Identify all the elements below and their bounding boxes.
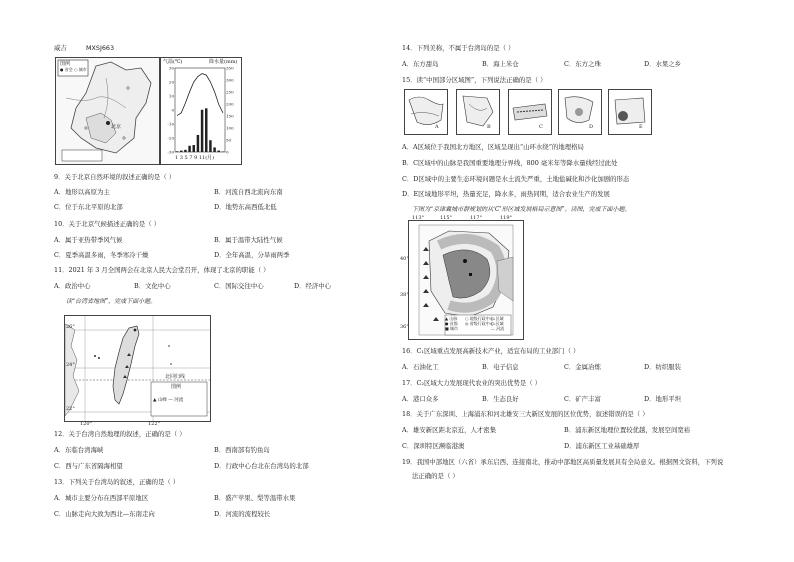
q18-b[interactable]: B．浦东新区地理位置较优越，发展空间宽裕: [564, 426, 691, 434]
region-label-a: A: [435, 124, 439, 130]
q13: 13．下列关于台湾岛的叙述，正确的是（ ）: [54, 478, 180, 486]
q11-d[interactable]: D．经济中心: [294, 282, 332, 290]
jjj-lon-113: 113°: [412, 215, 425, 221]
jjj-lat-38: 38°: [400, 292, 409, 298]
region-map-d: [558, 89, 602, 135]
q9-d[interactable]: D．地势东高西低北低: [214, 203, 277, 211]
jjj-legend-8: — 河流: [491, 326, 505, 331]
q15-d[interactable]: D．E区域地形平坦，热量充足，降水多，雨热同期，适合农业生产的发展: [402, 190, 610, 198]
q12: 12．关于台湾自然地理的叙述，正确的是（ ）: [54, 430, 186, 438]
jjj-legend-7: C₂区域: [491, 321, 504, 326]
precip-bar: [188, 146, 191, 152]
taiwan-map: [64, 315, 211, 422]
jjj-legend-1: ▲ 山脉: [445, 316, 458, 321]
q15-b[interactable]: B．C区域中的山脉是我国重要地理分界线，800 毫米年等降水量线经过此处: [402, 159, 618, 167]
temp-tick: 0: [171, 107, 174, 113]
temp-tick: -30: [167, 149, 174, 155]
q16-b[interactable]: B．电子信息: [482, 363, 519, 371]
precip-bar: [205, 108, 208, 152]
taiwan-lat-24: 24°: [66, 362, 75, 368]
read-jjj: 下图为“京津冀城市群规划的从‘C’形区域发展格局示意图”。读图，完成下面小题。: [412, 206, 631, 213]
q10-d[interactable]: D．全年高温，分旱雨两季: [214, 251, 290, 259]
prec-tick: 350: [226, 65, 234, 71]
precip-bar: [193, 145, 196, 152]
prec-axis-title: 降水量(mm): [209, 59, 238, 65]
temp-tick: -20: [167, 135, 174, 141]
q17-b[interactable]: B．生态良好: [482, 395, 519, 403]
taiwan-lat-26: 26°: [66, 324, 75, 330]
jjj-lat-36: 36°: [400, 324, 409, 330]
precip-bar: [201, 110, 204, 152]
temperature-line: [177, 74, 223, 116]
q12-a[interactable]: A．东临台湾海峡: [54, 446, 104, 454]
q18-d[interactable]: D．浦东新区工业基础雄厚: [564, 442, 640, 450]
q9-b[interactable]: B．河流自西北流向东南: [214, 188, 283, 196]
q18: 18．关于广东深圳、上海浦东和河北雄安三大新区发展的区位优势，叙述错误的是（ ）: [402, 410, 649, 418]
beijing-legend-items: ● 省会 ○ 城市: [60, 67, 87, 72]
q19-line2: 法正确的是（ ）: [412, 472, 459, 480]
q13-b[interactable]: B．盛产苹果、梨等温带水果: [214, 494, 296, 502]
q17: 17．C₂区域大力发展现代农业的突出优势是（ ）: [402, 379, 542, 387]
region-map-c: [508, 89, 552, 135]
prec-tick: 100: [226, 125, 234, 131]
header-code: MXSJ663: [86, 44, 115, 52]
region-label-d: D: [589, 124, 594, 130]
q17-a[interactable]: A．港口众多: [402, 395, 439, 403]
q14-c[interactable]: C．东方之珠: [564, 60, 601, 68]
temp-tick: -10: [167, 121, 174, 127]
q9-c[interactable]: C．位于东北平原的北部: [54, 203, 123, 211]
q15-c[interactable]: C．D区域中的主要生态环境问题是水土流失严重，土地盐碱化和沙化加剧的形态: [402, 175, 630, 183]
precip-bar: [180, 151, 183, 152]
temp-tick: 10: [168, 93, 174, 99]
q11-c[interactable]: C．国际交往中心: [214, 282, 264, 290]
read-taiwan: 读“台湾省地图”，完成下面小题。: [66, 298, 157, 305]
q16-d[interactable]: D．纺织服装: [644, 363, 682, 371]
precip-bar: [197, 135, 200, 152]
q13-d[interactable]: D．河流的流程较长: [214, 510, 271, 518]
jjj-legend-2: ● 首都: [445, 321, 458, 326]
beijing-legend: 图例: [60, 61, 71, 67]
q11: 11．2021 年 3 月全国两会在北京人民大会堂召开，体现了北京的职能（ ）: [54, 266, 270, 274]
prec-tick: 200: [226, 101, 234, 107]
jjj-lon-115: 115°: [440, 215, 453, 221]
q10-a[interactable]: A．属于亚热带季风气候: [54, 236, 123, 244]
q13-c[interactable]: C．山脉走向大致为西北—东南走向: [54, 510, 155, 518]
q19-line1: 19．我国中部地区（六省）承东启西、连接南北，推动中部地区高质量发展具有全局意义。根据图文资料，下列说: [402, 458, 724, 466]
precip-bar: [176, 151, 179, 152]
jjj-legend-4: ○ 地级行政中心: [465, 316, 494, 321]
region-map-a: [404, 89, 448, 135]
q14-a[interactable]: A．东方甜岛: [402, 60, 439, 68]
taiwan-lon-122: 122°: [148, 421, 161, 427]
beijing-map: [55, 57, 160, 165]
q13-a[interactable]: A．城市主要分布在西部平原地区: [54, 494, 149, 502]
precip-bar: [209, 140, 212, 152]
q11-b[interactable]: B．文化中心: [134, 282, 171, 290]
months-label: 1 3 5 7 9 11(月): [175, 155, 215, 161]
prec-tick: 0: [226, 149, 229, 155]
q10-c[interactable]: C．夏季高温多雨，冬季寒冷干燥: [54, 251, 149, 259]
q16-a[interactable]: A．石油化工: [402, 363, 439, 371]
taiwan-legend: 图例: [171, 384, 182, 390]
precip-bar: [184, 150, 187, 152]
jjj-lon-117: 117°: [470, 215, 483, 221]
q12-c[interactable]: C．西与广东省隔海相望: [54, 462, 123, 470]
precip-bar: [213, 147, 216, 152]
taiwan-lon-120: 120°: [80, 421, 93, 427]
precip-bar: [218, 151, 221, 152]
q18-c[interactable]: C．深圳特区濒临港澳: [402, 442, 465, 450]
region-map-e: [608, 89, 652, 135]
jjj-legend-3: ■ 城市: [445, 326, 459, 331]
prec-tick: 300: [226, 77, 234, 83]
q16-c[interactable]: C．金属冶炼: [564, 363, 601, 371]
q14-d[interactable]: D．水果之乡: [644, 60, 682, 68]
q10-b[interactable]: B．属于温带大陆性气候: [214, 236, 283, 244]
region-label-e: E: [639, 124, 643, 130]
q15: 15．读“中国部分区域图”，下列说法正确的是（ ）: [402, 76, 547, 84]
region-label-c: C: [539, 124, 543, 130]
prec-tick: 150: [226, 113, 234, 119]
q16: 16．C₁区域重点发展高新技术产业，适宜布局的工业部门（ ）: [402, 347, 580, 355]
jjj-legend-6: C₁区域: [491, 316, 504, 321]
temp-tick: 30: [168, 65, 174, 71]
header-name: 威吉: [54, 44, 67, 52]
prec-tick: 250: [226, 89, 234, 95]
temp-axis-title: 气温(℃): [163, 59, 183, 65]
jjj-legend-5: ◎ 省级行政中心: [465, 321, 494, 326]
climate-plot: [161, 58, 241, 164]
q17-d[interactable]: D．地形平坦: [644, 395, 682, 403]
region-map-b: [456, 89, 500, 135]
region-label-b: B: [487, 124, 491, 130]
jjj-lon-119: 119°: [500, 215, 513, 221]
jjj-lat-40: 40°: [400, 256, 409, 262]
q14-b[interactable]: B．海上米仓: [482, 60, 519, 68]
q17-c[interactable]: C．矿产丰富: [564, 395, 601, 403]
q12-d[interactable]: D．行政中心台北在台湾岛的北部: [214, 462, 309, 470]
q9-a[interactable]: A．地形以高原为主: [54, 188, 110, 196]
taiwan-lat-22: 22°: [66, 406, 75, 412]
q11-a[interactable]: A．政治中心: [54, 282, 91, 290]
beijing-label: 北京: [111, 124, 122, 130]
q18-a[interactable]: A．雄安新区距北京近，人才密集: [402, 426, 497, 434]
temp-tick: 20: [168, 79, 174, 85]
q12-b[interactable]: B．西南部有钓鱼岛: [214, 446, 270, 454]
climate-chart: [160, 57, 242, 165]
q10: 10．关于北京气候描述正确的是（ ）: [54, 220, 161, 228]
q9: 9．关于北京自然环境的叙述正确的是（ ）: [54, 173, 176, 181]
tropic-label: 北回归线: [165, 374, 186, 380]
jjj-map: [408, 220, 524, 340]
q14: 14．下列美称，不属于台湾岛的是（ ）: [402, 44, 515, 52]
taiwan-legend-items: ▲ 山峰 — 河流: [153, 398, 184, 403]
prec-tick: 50: [226, 137, 232, 143]
q15-a[interactable]: A．A区域位于我国北方地区，区域呈现出“山环水绕”的地理格局: [402, 143, 584, 151]
